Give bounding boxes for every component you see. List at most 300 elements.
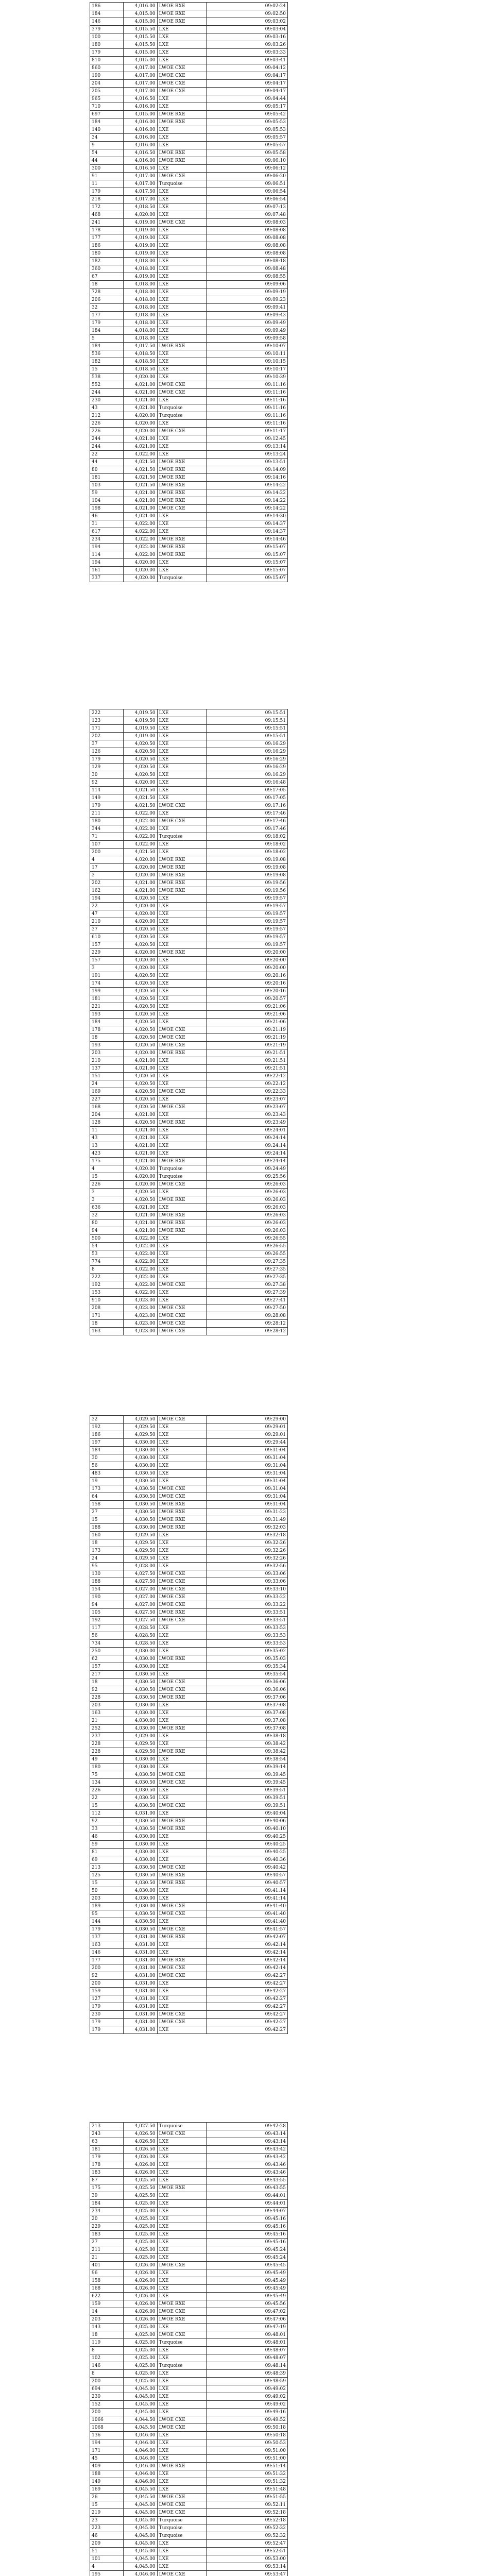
trade-price-cell: 4,020.50 bbox=[124, 764, 157, 771]
trade-volume-cell: 163 bbox=[90, 1328, 124, 1335]
trade-price-cell: 4,026.50 bbox=[124, 2146, 157, 2154]
trade-price-cell: 4,018.00 bbox=[124, 304, 157, 312]
trade-time-cell: 09:16:29 bbox=[207, 756, 288, 764]
table-row bbox=[90, 327, 288, 335]
trade-time-cell: 09:15:07 bbox=[207, 551, 288, 559]
trade-venue-cell: LXE bbox=[157, 1841, 206, 1849]
trade-venue-cell: LWOE CXE bbox=[157, 1320, 206, 1328]
table-row bbox=[90, 771, 288, 779]
trade-price-cell: 4,017.00 bbox=[124, 80, 157, 88]
trade-venue-cell: LXE bbox=[157, 2285, 206, 2293]
trade-venue-cell: LWOE RXE bbox=[157, 466, 206, 474]
table-row bbox=[90, 1748, 288, 1756]
trade-volume-cell: 47 bbox=[90, 910, 124, 918]
trade-price-cell: 4,020.00 bbox=[124, 903, 157, 910]
table-row bbox=[90, 934, 288, 941]
trade-volume-cell: 379 bbox=[90, 26, 124, 33]
table-row bbox=[90, 374, 288, 381]
trade-time-cell: 09:24:49 bbox=[207, 1165, 288, 1173]
table-row bbox=[90, 18, 288, 26]
trade-price-cell: 4,045.00 bbox=[124, 2393, 157, 2401]
trade-price-cell: 4,016.50 bbox=[124, 95, 157, 103]
trade-venue-cell: LWOE RXE bbox=[157, 10, 206, 18]
trade-price-cell: 4,045.00 bbox=[124, 2401, 157, 2409]
trade-venue-cell: LXE bbox=[157, 258, 206, 265]
trade-volume-cell: 50 bbox=[90, 1887, 124, 1895]
trade-price-cell: 4,020.50 bbox=[124, 1104, 157, 1111]
table-row bbox=[90, 2501, 288, 2509]
trade-venue-cell: LWOE RXE bbox=[157, 1825, 206, 1833]
trade-price-cell: 4,019.00 bbox=[124, 242, 157, 250]
trade-time-cell: 09:45:16 bbox=[207, 2231, 288, 2239]
table-row bbox=[90, 725, 288, 733]
trade-price-cell: 4,021.00 bbox=[124, 505, 157, 513]
trade-price-cell: 4,022.00 bbox=[124, 1258, 157, 1266]
trade-price-cell: 4,020.00 bbox=[124, 1165, 157, 1173]
trade-time-cell: 09:40:42 bbox=[207, 1864, 288, 1872]
trade-volume-cell: 160 bbox=[90, 1532, 124, 1539]
table-row bbox=[90, 2439, 288, 2447]
trade-time-cell: 09:42:14 bbox=[207, 1957, 288, 1964]
trade-venue-cell: LXE bbox=[157, 374, 206, 381]
table-row bbox=[90, 265, 288, 273]
trade-volume-cell: 180 bbox=[90, 818, 124, 825]
trade-price-cell: 4,020.00 bbox=[124, 964, 157, 972]
trade-time-cell: 09:43:14 bbox=[207, 2138, 288, 2146]
trade-volume-cell: 200 bbox=[90, 1964, 124, 1972]
table-row bbox=[90, 1289, 288, 1297]
trade-volume-cell: 101 bbox=[90, 2555, 124, 2563]
trade-time-cell: 09:10:15 bbox=[207, 358, 288, 366]
trade-price-cell: 4,021.00 bbox=[124, 404, 157, 412]
table-row bbox=[90, 1501, 288, 1509]
trade-price-cell: 4,030.50 bbox=[124, 1671, 157, 1679]
trade-venue-cell: LWOE RXE bbox=[157, 149, 206, 157]
table-row bbox=[90, 1049, 288, 1057]
trade-volume-cell: 243 bbox=[90, 2130, 124, 2138]
trade-volume-cell: 92 bbox=[90, 1686, 124, 1694]
trade-volume-cell: 468 bbox=[90, 211, 124, 219]
trade-time-cell: 09:19:57 bbox=[207, 918, 288, 926]
table-row bbox=[90, 856, 288, 864]
trade-price-cell: 4,031.00 bbox=[124, 2011, 157, 2019]
trade-volume-cell: 32 bbox=[90, 1416, 124, 1423]
trade-time-cell: 09:24:14 bbox=[207, 1142, 288, 1150]
table-row bbox=[90, 1328, 288, 1335]
table-row bbox=[90, 2424, 288, 2432]
trade-volume-cell: 230 bbox=[90, 397, 124, 404]
trade-venue-cell: LXE bbox=[157, 95, 206, 103]
trade-price-cell: 4,016.00 bbox=[124, 157, 157, 165]
table-row bbox=[90, 1509, 288, 1516]
trade-venue-cell: LWOE CXE bbox=[157, 1586, 206, 1594]
table-row bbox=[90, 1096, 288, 1104]
trade-venue-cell: LWOE RXE bbox=[157, 2316, 206, 2324]
trade-venue-cell: LXE bbox=[157, 2154, 206, 2161]
table-row bbox=[90, 2393, 288, 2401]
trade-volume-cell: 80 bbox=[90, 466, 124, 474]
trade-price-cell: 4,031.00 bbox=[124, 2003, 157, 2011]
trade-price-cell: 4,045.00 bbox=[124, 2540, 157, 2548]
trade-volume-cell: 24 bbox=[90, 1080, 124, 1088]
trade-price-cell: 4,021.00 bbox=[124, 1212, 157, 1219]
trade-volume-cell: 186 bbox=[90, 1431, 124, 1439]
trade-price-cell: 4,019.00 bbox=[124, 234, 157, 242]
trade-venue-cell: LWOE RXE bbox=[157, 879, 206, 887]
trade-price-cell: 4,030.50 bbox=[124, 1864, 157, 1872]
trade-price-cell: 4,030.50 bbox=[124, 1787, 157, 1794]
table-row bbox=[90, 2362, 288, 2370]
trade-time-cell: 09:33:51 bbox=[207, 1617, 288, 1624]
trade-price-cell: 4,029.50 bbox=[124, 1532, 157, 1539]
trade-venue-cell: Turquoise bbox=[157, 833, 206, 841]
trade-price-cell: 4,015.50 bbox=[124, 41, 157, 49]
trade-volume-cell: 157 bbox=[90, 957, 124, 964]
trade-volume-cell: 44 bbox=[90, 459, 124, 466]
trade-volume-cell: 180 bbox=[90, 250, 124, 258]
trade-volume-cell: 49 bbox=[90, 1756, 124, 1764]
table-row bbox=[90, 1856, 288, 1864]
trade-time-cell: 09:42:27 bbox=[207, 1988, 288, 1995]
table-row bbox=[90, 1026, 288, 1034]
table-row bbox=[90, 1570, 288, 1578]
table-row bbox=[90, 910, 288, 918]
trade-time-cell: 09:12:45 bbox=[207, 435, 288, 443]
trade-volume-cell: 94 bbox=[90, 1227, 124, 1235]
trade-venue-cell: LXE bbox=[157, 281, 206, 289]
trade-time-cell: 09:19:57 bbox=[207, 926, 288, 934]
trade-venue-cell: LXE bbox=[157, 2138, 206, 2146]
table-row bbox=[90, 57, 288, 64]
trade-venue-cell: LWOE CXE bbox=[157, 2571, 206, 2576]
trade-price-cell: 4,030.00 bbox=[124, 1454, 157, 1462]
trade-venue-cell: LXE bbox=[157, 528, 206, 536]
trade-volume-cell: 175 bbox=[90, 2184, 124, 2192]
table-row bbox=[90, 2003, 288, 2011]
trade-time-cell: 09:08:03 bbox=[207, 219, 288, 227]
trade-price-cell: 4,026.00 bbox=[124, 2293, 157, 2300]
trade-venue-cell: LXE bbox=[157, 2393, 206, 2401]
table-row bbox=[90, 165, 288, 173]
table-row bbox=[90, 242, 288, 250]
trade-volume-cell: 39 bbox=[90, 2192, 124, 2200]
trade-time-cell: 09:29:01 bbox=[207, 1423, 288, 1431]
table-row bbox=[90, 72, 288, 80]
trade-volume-cell: 241 bbox=[90, 219, 124, 227]
trade-volume-cell: 300 bbox=[90, 165, 124, 173]
trade-venue-cell: LWOE RXE bbox=[157, 1694, 206, 1702]
table-row bbox=[90, 497, 288, 505]
trade-venue-cell: LXE bbox=[157, 2246, 206, 2254]
table-row bbox=[90, 1470, 288, 1478]
trade-time-cell: 09:52:18 bbox=[207, 2517, 288, 2524]
trade-volume-cell: 234 bbox=[90, 536, 124, 544]
trade-venue-cell: LXE bbox=[157, 1624, 206, 1632]
trade-volume-cell: 158 bbox=[90, 2277, 124, 2285]
trade-price-cell: 4,027.00 bbox=[124, 1594, 157, 1601]
trade-price-cell: 4,015.00 bbox=[124, 111, 157, 118]
trade-venue-cell: LWOE RXE bbox=[157, 118, 206, 126]
trade-venue-cell: LWOE CXE bbox=[157, 1903, 206, 1910]
trade-venue-cell: LXE bbox=[157, 810, 206, 818]
trade-venue-cell: LWOE RXE bbox=[157, 1516, 206, 1524]
table-row bbox=[90, 748, 288, 756]
table-row bbox=[90, 1080, 288, 1088]
table-row bbox=[90, 1694, 288, 1702]
table-row bbox=[90, 466, 288, 474]
trade-venue-cell: LXE bbox=[157, 709, 206, 717]
table-row bbox=[90, 1547, 288, 1555]
trade-venue-cell: LXE bbox=[157, 2293, 206, 2300]
trade-time-cell: 09:18:02 bbox=[207, 833, 288, 841]
table-row bbox=[90, 1818, 288, 1825]
trade-time-cell: 09:37:08 bbox=[207, 1702, 288, 1709]
table-row bbox=[90, 1563, 288, 1570]
trade-price-cell: 4,020.00 bbox=[124, 1049, 157, 1057]
trade-time-cell: 09:50:53 bbox=[207, 2439, 288, 2447]
table-row bbox=[90, 118, 288, 126]
trade-volume-cell: 188 bbox=[90, 2470, 124, 2478]
trade-time-cell: 09:21:06 bbox=[207, 1019, 288, 1026]
trade-time-cell: 09:20:16 bbox=[207, 980, 288, 988]
trade-venue-cell: LWOE CXE bbox=[157, 2130, 206, 2138]
trade-price-cell: 4,045.00 bbox=[124, 2555, 157, 2563]
trade-price-cell: 4,045.50 bbox=[124, 2424, 157, 2432]
trade-price-cell: 4,020.50 bbox=[124, 1003, 157, 1011]
trade-volume-cell: 15 bbox=[90, 2501, 124, 2509]
trade-volume-cell: 4 bbox=[90, 2563, 124, 2571]
trade-price-cell: 4,030.00 bbox=[124, 1462, 157, 1470]
trade-venue-cell: LXE bbox=[157, 841, 206, 849]
trade-time-cell: 09:14:22 bbox=[207, 489, 288, 497]
trade-time-cell: 09:13:51 bbox=[207, 459, 288, 466]
trade-venue-cell: LXE bbox=[157, 1289, 206, 1297]
trade-price-cell: 4,020.50 bbox=[124, 1119, 157, 1127]
trade-time-cell: 09:42:27 bbox=[207, 1972, 288, 1980]
trade-price-cell: 4,022.00 bbox=[124, 1281, 157, 1289]
trade-time-cell: 09:21:06 bbox=[207, 1011, 288, 1019]
trade-time-cell: 09:37:08 bbox=[207, 1725, 288, 1733]
trade-volume-cell: 219 bbox=[90, 2509, 124, 2517]
trade-time-cell: 09:42:27 bbox=[207, 2026, 288, 2034]
trade-price-cell: 4,020.00 bbox=[124, 872, 157, 879]
trade-volume-cell: 31 bbox=[90, 520, 124, 528]
trade-price-cell: 4,019.00 bbox=[124, 733, 157, 740]
table-row bbox=[90, 1733, 288, 1740]
trade-volume-cell: 27 bbox=[90, 1509, 124, 1516]
table-row bbox=[90, 227, 288, 234]
trade-venue-cell: LWOE CXE bbox=[157, 2509, 206, 2517]
trade-price-cell: 4,020.00 bbox=[124, 864, 157, 872]
trade-price-cell: 4,020.50 bbox=[124, 1196, 157, 1204]
table-row bbox=[90, 1158, 288, 1165]
trade-volume-cell: 188 bbox=[90, 1578, 124, 1586]
trade-volume-cell: 910 bbox=[90, 1297, 124, 1304]
trade-venue-cell: LXE bbox=[157, 234, 206, 242]
trade-time-cell: 09:36:06 bbox=[207, 1679, 288, 1686]
trade-time-cell: 09:08:18 bbox=[207, 258, 288, 265]
trade-venue-cell: LXE bbox=[157, 1431, 206, 1439]
trade-time-cell: 09:26:55 bbox=[207, 1243, 288, 1250]
trade-volume-cell: 192 bbox=[90, 1617, 124, 1624]
trade-time-cell: 09:03:26 bbox=[207, 41, 288, 49]
table-row bbox=[90, 1926, 288, 1934]
table-row bbox=[90, 1111, 288, 1119]
trade-time-cell: 09:45:24 bbox=[207, 2246, 288, 2254]
table-row bbox=[90, 849, 288, 856]
trade-volume-cell: 774 bbox=[90, 1258, 124, 1266]
table-row bbox=[90, 49, 288, 57]
trade-time-cell: 09:08:48 bbox=[207, 265, 288, 273]
table-row bbox=[90, 2370, 288, 2378]
table-row bbox=[90, 879, 288, 887]
trade-time-cell: 09:33:53 bbox=[207, 1640, 288, 1648]
table-row bbox=[90, 1057, 288, 1065]
trade-price-cell: 4,022.00 bbox=[124, 528, 157, 536]
trade-venue-cell: LXE bbox=[157, 1648, 206, 1655]
table-row bbox=[90, 435, 288, 443]
trade-volume-cell: 15 bbox=[90, 366, 124, 374]
trade-price-cell: 4,018.00 bbox=[124, 265, 157, 273]
table-row bbox=[90, 2494, 288, 2501]
trade-venue-cell: LWOE CXE bbox=[157, 505, 206, 513]
trade-volume-cell: 27 bbox=[90, 2239, 124, 2246]
trade-volume-cell: 200 bbox=[90, 2378, 124, 2385]
trade-venue-cell: LXE bbox=[157, 227, 206, 234]
trade-venue-cell: LXE bbox=[157, 1709, 206, 1717]
table-row bbox=[90, 103, 288, 111]
trade-venue-cell: Turquoise bbox=[157, 404, 206, 412]
trade-price-cell: 4,021.00 bbox=[124, 1065, 157, 1073]
trade-venue-cell: LWOE RXE bbox=[157, 1655, 206, 1663]
trade-volume-cell: 181 bbox=[90, 2146, 124, 2154]
trade-price-cell: 4,030.00 bbox=[124, 1439, 157, 1447]
table-row bbox=[90, 1447, 288, 1454]
trade-volume-cell: 181 bbox=[90, 995, 124, 1003]
trade-venue-cell: LXE bbox=[157, 1478, 206, 1485]
trade-venue-cell: LXE bbox=[157, 1142, 206, 1150]
trade-volume-cell: 252 bbox=[90, 1725, 124, 1733]
trade-time-cell: 09:21:51 bbox=[207, 1049, 288, 1057]
trade-venue-cell: LXE bbox=[157, 57, 206, 64]
trade-price-cell: 4,030.50 bbox=[124, 1879, 157, 1887]
trade-price-cell: 4,020.50 bbox=[124, 1073, 157, 1080]
table-row bbox=[90, 149, 288, 157]
table-row bbox=[90, 2385, 288, 2393]
trade-price-cell: 4,021.00 bbox=[124, 389, 157, 397]
trade-time-cell: 09:14:37 bbox=[207, 520, 288, 528]
trade-volume-cell: 18 bbox=[90, 2331, 124, 2339]
trade-volume-cell: 15 bbox=[90, 1879, 124, 1887]
trade-venue-cell: LXE bbox=[157, 1250, 206, 1258]
trade-volume-cell: 189 bbox=[90, 1903, 124, 1910]
trade-time-cell: 09:21:51 bbox=[207, 1057, 288, 1065]
trade-price-cell: 4,020.00 bbox=[124, 428, 157, 435]
trade-venue-cell: LWOE CXE bbox=[157, 2262, 206, 2269]
trade-price-cell: 4,026.00 bbox=[124, 2300, 157, 2308]
trade-venue-cell: Turquoise bbox=[157, 180, 206, 188]
trade-volume-cell: 226 bbox=[90, 428, 124, 435]
trade-volume-cell: 203 bbox=[90, 1049, 124, 1057]
trade-volume-cell: 146 bbox=[90, 2362, 124, 2370]
trade-time-cell: 09:51:00 bbox=[207, 2447, 288, 2455]
trade-price-cell: 4,018.00 bbox=[124, 335, 157, 343]
trade-venue-cell: LXE bbox=[157, 41, 206, 49]
trade-time-cell: 09:31:04 bbox=[207, 1462, 288, 1470]
trade-venue-cell: LXE bbox=[157, 1794, 206, 1802]
trade-time-cell: 09:45:49 bbox=[207, 2285, 288, 2293]
trade-price-cell: 4,016.00 bbox=[124, 126, 157, 134]
trade-price-cell: 4,046.00 bbox=[124, 2432, 157, 2439]
trade-venue-cell: LWOE CXE bbox=[157, 1972, 206, 1980]
trade-venue-cell: LXE bbox=[157, 1740, 206, 1748]
trade-time-cell: 09:24:01 bbox=[207, 1127, 288, 1134]
trade-price-cell: 4,025.00 bbox=[124, 2200, 157, 2208]
trade-price-cell: 4,026.00 bbox=[124, 2277, 157, 2285]
trade-time-cell: 09:04:44 bbox=[207, 95, 288, 103]
trade-time-cell: 09:15:07 bbox=[207, 574, 288, 582]
trade-time-cell: 09:31:23 bbox=[207, 1509, 288, 1516]
trade-price-cell: 4,025.00 bbox=[124, 2246, 157, 2254]
trade-time-cell: 09:20:00 bbox=[207, 957, 288, 964]
trade-venue-cell: LXE bbox=[157, 2192, 206, 2200]
trade-time-cell: 09:29:01 bbox=[207, 1431, 288, 1439]
table-row bbox=[90, 505, 288, 513]
trade-price-cell: 4,026.50 bbox=[124, 2130, 157, 2138]
trade-venue-cell: Turquoise bbox=[157, 574, 206, 582]
trade-volume-cell: 157 bbox=[90, 941, 124, 949]
trade-venue-cell: LWOE RXE bbox=[157, 551, 206, 559]
trade-venue-cell: LXE bbox=[157, 748, 206, 756]
trade-volume-cell: 184 bbox=[90, 2200, 124, 2208]
table-row bbox=[90, 2347, 288, 2354]
trade-venue-cell: LXE bbox=[157, 1439, 206, 1447]
trade-venue-cell: LWOE CXE bbox=[157, 1281, 206, 1289]
table-row bbox=[90, 1423, 288, 1431]
trade-time-cell: 09:08:55 bbox=[207, 273, 288, 281]
trade-time-cell: 09:11:16 bbox=[207, 381, 288, 389]
trade-time-cell: 09:26:03 bbox=[207, 1204, 288, 1212]
trade-venue-cell: LWOE RXE bbox=[157, 18, 206, 26]
trade-time-cell: 09:43:42 bbox=[207, 2146, 288, 2154]
trade-venue-cell: LXE bbox=[157, 764, 206, 771]
trade-time-cell: 09:05:17 bbox=[207, 103, 288, 111]
trade-volume-cell: 127 bbox=[90, 1995, 124, 2003]
trade-price-cell: 4,030.00 bbox=[124, 1856, 157, 1864]
trade-time-cell: 09:38:18 bbox=[207, 1733, 288, 1740]
trade-time-cell: 09:08:08 bbox=[207, 234, 288, 242]
trade-venue-cell: LXE bbox=[157, 1096, 206, 1104]
trade-venue-cell: LXE bbox=[157, 2432, 206, 2439]
trade-time-cell: 09:14:16 bbox=[207, 474, 288, 482]
trade-volume-cell: 22 bbox=[90, 903, 124, 910]
table-row bbox=[90, 459, 288, 466]
trade-time-cell: 09:19:08 bbox=[207, 856, 288, 864]
trade-price-cell: 4,021.00 bbox=[124, 1127, 157, 1134]
trade-venue-cell: LXE bbox=[157, 33, 206, 41]
table-row bbox=[90, 1274, 288, 1281]
table-row bbox=[90, 2169, 288, 2177]
trade-price-cell: 4,026.00 bbox=[124, 2169, 157, 2177]
table-row bbox=[90, 397, 288, 404]
trade-price-cell: 4,046.00 bbox=[124, 2470, 157, 2478]
table-row bbox=[90, 2401, 288, 2409]
trade-venue-cell: LXE bbox=[157, 2208, 206, 2215]
table-row bbox=[90, 389, 288, 397]
trade-price-cell: 4,030.50 bbox=[124, 1686, 157, 1694]
trade-time-cell: 09:17:16 bbox=[207, 802, 288, 810]
trade-volume-cell: 244 bbox=[90, 443, 124, 451]
